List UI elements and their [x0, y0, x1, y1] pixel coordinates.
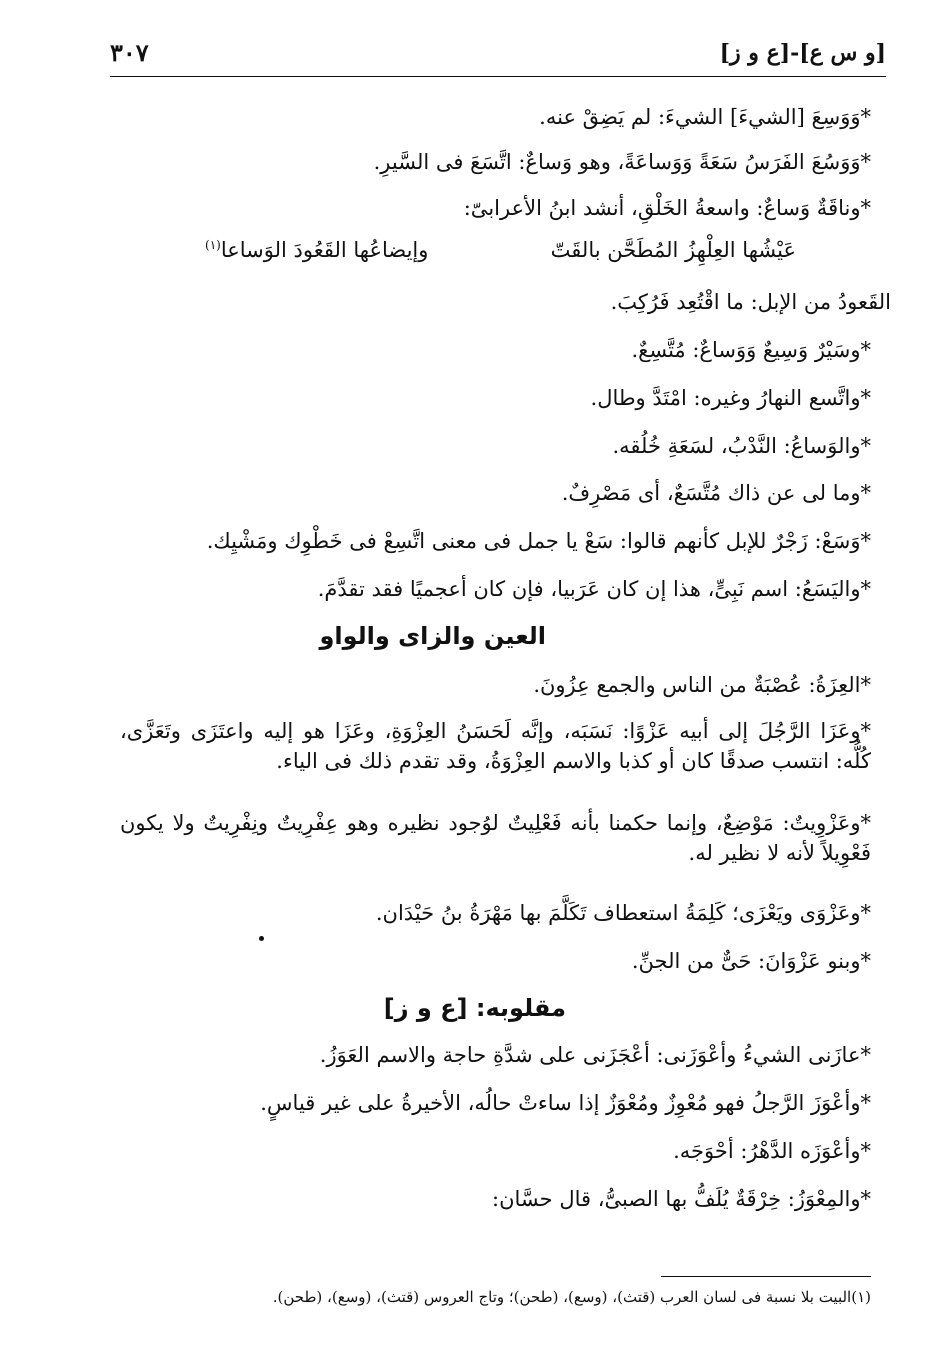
entry-line: *واتَّسع النهارُ وغيره: امْتَدَّ وطال.	[590, 386, 871, 410]
footnote-rule	[661, 1276, 871, 1277]
verse-hemistich-text: وإيضاعُها القَعُودَ الوَساعا	[220, 238, 429, 262]
entry-line: *والمِعْوَزُ: خِرْقَةٌ يُلَفُّ بها الصبىُّ، قال حسَّان:	[492, 1187, 871, 1211]
entry-line: *وَوَسُعَ الفَرَسُ سَعَةً وَوَساعَةً، وهو وَساعٌ: اتَّسَعَ فى السَّيرِ.	[373, 150, 871, 174]
poetry-verse	[205, 238, 796, 274]
section-heading: العين والزاى والواو	[319, 622, 546, 650]
entry-line: *والوَساعُ: النَّدْبُ، لسَعَةِ خُلُقه.	[612, 434, 871, 458]
page-header	[110, 38, 886, 72]
entry-paragraph: *وعَزَا الرَّجُلَ إلى أبيه عَزْوًا: نَسَبَه، وإنَّه لَحَسَنُ العِزْوَةِ، وعَزَا هو إليه واعتَزَى وتَعَزَّى، كُلُّه: انتسب صدقًا كان أو كذبا والاسم العِزْوَةُ، وقد تقدم ذلك فى الياء.	[120, 719, 871, 773]
running-head: [و س ع]-[ع و ز]	[719, 40, 886, 66]
header-rule	[110, 76, 886, 77]
entry-line: *وأعْوَزَه الدَّهْرُ: أحْوَجَه.	[673, 1139, 871, 1163]
entry-line: *وما لى عن ذاك مُتَّسَعٌ، أى مَصْرِفٌ.	[561, 481, 871, 505]
footnote-ref: (١)	[205, 238, 221, 252]
entry-line: *العِزَةُ: عُصْبَةٌ من الناس والجمع عِزُونَ.	[533, 673, 871, 697]
entry-line: *وعَزْوَى ويَعْزَى؛ كَلِمَةُ استعطاف تَكَلَّمَ بها مَهْرَةُ بنُ حَيْدَان.	[375, 901, 871, 925]
page-number: ٣٠٧	[110, 38, 149, 67]
print-speck	[259, 936, 264, 941]
verse-hemistich-second	[205, 238, 428, 262]
footnote: (١)البيت بلا نسبة فى لسان العرب (قتث)، (وسع)، (طحن)؛ وتاج العروس (قتث)، (وسع)، (طحن).	[272, 1288, 871, 1306]
entry-line: *وسَيْرٌ وَسِيعٌ وَوَساعٌ: مُتَّسِعٌ.	[631, 338, 871, 362]
entry-line: *وناقَةٌ وَساعٌ: واسعةُ الخَلْقِ، أنشد ابنُ الأعرابىّ:	[463, 196, 871, 220]
entry-line: *وأعْوَزَ الرَّجلُ فهو مُعْوِزٌ ومُعْوَزٌ إذا ساءتْ حالُه، الأخيرةُ على غير قياسٍ.	[260, 1091, 871, 1115]
entry-paragraph: *وعَزْوِيتٌ: مَوْضِعٌ، وإنما حكمنا بأنه فَعْلِيتٌ لوُجود نظيره وهو عِفْرِيتٌ ونِفْرِيتٌ ولا يكون فَعْوِيلاً لأنه لا نظير له.	[120, 811, 871, 865]
section-heading: مقلوبه: [ع و ز]	[383, 994, 566, 1022]
entry-line: *واليَسَعُ: اسم نَبِىٍّ، هذا إن كان عَرَبيا، فإن كان أعجميًا فقد تقدَّمَ.	[317, 577, 871, 601]
entry-line: القَعودُ من الإبل: ما اقْتُعِد فَرُكِبَ.	[610, 290, 891, 314]
entry-line: *عازَنى الشيءُ وأعْوَزَنى: أعْجَزَنى على شدَّةِ حاجة والاسم العَوَزُ.	[319, 1043, 871, 1067]
entry-line: *وبنو عَزْوَانَ: حَىٌّ من الجنِّ.	[631, 949, 871, 973]
verse-hemistich-first: عَيْشُها العِلْهِزُ المُطَحَّن بالقَتّ	[550, 238, 796, 262]
entry-line: *وَوَسِعَ [الشيءَ] الشيءَ: لم يَضِقْ عنه.	[539, 105, 871, 129]
entry-line: *وَسَعْ: زَجْرٌ للإبل كأنهم قالوا: سَعْ يا جمل فى معنى اتَّسِعْ فى خَطْوِك ومَشْيِك.	[206, 529, 871, 553]
